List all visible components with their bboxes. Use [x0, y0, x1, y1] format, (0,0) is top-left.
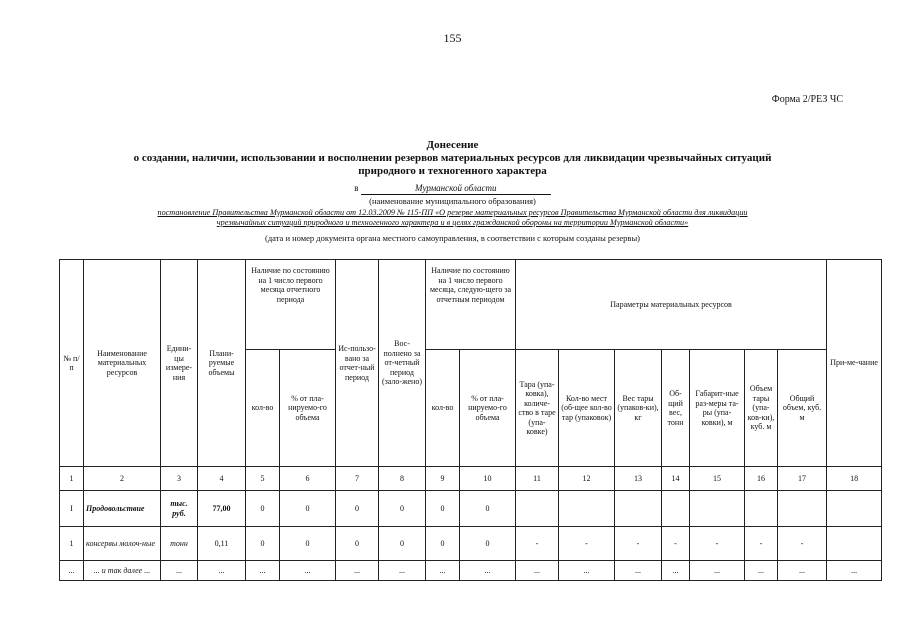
cell-value: - — [615, 527, 662, 561]
cell-value: 0 — [460, 491, 516, 527]
header-name: Наименование материальных ресурсов — [84, 260, 161, 467]
cell-value: 0 — [246, 491, 280, 527]
column-number: 18 — [827, 467, 882, 491]
table-row — [60, 491, 882, 527]
header-dimensions: Габарит-ные раз-меры та-ры (упа-ковки), м — [690, 350, 745, 467]
cell-value: ... — [827, 561, 882, 581]
header-unit: Едини-цы измере-ния — [161, 260, 198, 467]
cell-value: 0 — [336, 491, 379, 527]
cell-num: 1 — [60, 527, 84, 561]
cell-value: - — [778, 527, 827, 561]
region-value: Мурманской области — [361, 183, 551, 195]
decree-line-1: постановление Правительства Мурманской области от 12.03.2009 № 115-ПП «О резерве материальных ресурсов Правительства Мурманской области для ликвидации — [157, 208, 748, 217]
cell-value — [662, 491, 690, 527]
cell-value — [745, 491, 778, 527]
cell-value: 0 — [336, 527, 379, 561]
title-line-2: о создании, наличии, использовании и восполнении резервов материальных ресурсов для ликвидации чрезвычайных ситуаций — [133, 152, 772, 164]
cell-value: 0 — [460, 527, 516, 561]
header-qty: кол-во — [246, 350, 280, 467]
cell-value: ... — [662, 561, 690, 581]
cell-planned: 77,00 — [198, 491, 246, 527]
column-number: 13 — [615, 467, 662, 491]
header-qty-2: кол-во — [426, 350, 460, 467]
cell-value: - — [559, 527, 615, 561]
cell-num: ... — [60, 561, 84, 581]
column-number: 16 — [745, 467, 778, 491]
cell-value — [827, 527, 882, 561]
column-number: 4 — [198, 467, 246, 491]
cell-unit: тонн — [161, 527, 198, 561]
header-tara-volume: Объем тары (упа-ков-ки), куб. м — [745, 350, 778, 467]
municipality-caption: (наименование муниципального образования) — [369, 196, 536, 206]
header-avail-start: Наличие по состоянию на 1 число первого месяца отчетного периода — [246, 260, 336, 350]
cell-value: 0 — [280, 491, 336, 527]
cell-num: I — [60, 491, 84, 527]
cell-value: 0 — [246, 527, 280, 561]
cell-name: Продовольствие — [84, 491, 161, 527]
decree-line-2: чрезвычайных ситуаций природного и техногенного характера и в целях гражданской обороны на территории Мурманской области» — [216, 218, 689, 227]
column-number: 2 — [84, 467, 161, 491]
region-line — [0, 183, 905, 195]
column-number-row — [60, 467, 882, 491]
column-number: 15 — [690, 467, 745, 491]
header-row-1 — [60, 260, 882, 350]
document-caption: (дата и номер документа органа местного самоуправления, в соответствии с которым созданы резервы) — [265, 233, 640, 243]
header-total-weight: Об-щий вес, тонн — [662, 350, 690, 467]
table-row — [60, 527, 882, 561]
cell-unit: тыс. руб. — [161, 491, 198, 527]
header-used: Ис-пользо-вано за отчет-ный период — [336, 260, 379, 467]
cell-value: ... — [690, 561, 745, 581]
column-number: 9 — [426, 467, 460, 491]
cell-value: ... — [516, 561, 559, 581]
cell-value: - — [690, 527, 745, 561]
cell-planned: 0,11 — [198, 527, 246, 561]
header-num: № п/п — [60, 260, 84, 467]
region-prefix: в — [354, 183, 359, 193]
report-table — [59, 259, 882, 581]
cell-value — [516, 491, 559, 527]
cell-value: ... — [778, 561, 827, 581]
cell-value: ... — [615, 561, 662, 581]
cell-value — [690, 491, 745, 527]
cell-value: 0 — [379, 527, 426, 561]
cell-value: 0 — [379, 491, 426, 527]
cell-value — [778, 491, 827, 527]
cell-value: ... — [336, 561, 379, 581]
cell-unit: ... — [161, 561, 198, 581]
header-places: Кол-во мест (об-щее кол-во тар (упаковок) — [559, 350, 615, 467]
header-avail-next: Наличие по состоянию на 1 число первого месяца, следую-щего за отчетным периодом — [426, 260, 516, 350]
cell-planned: ... — [198, 561, 246, 581]
cell-value — [559, 491, 615, 527]
cell-value: 0 — [280, 527, 336, 561]
cell-name: ... и так далее ... — [84, 561, 161, 581]
cell-value: - — [516, 527, 559, 561]
decree-text — [40, 208, 865, 228]
column-number: 3 — [161, 467, 198, 491]
cell-value: ... — [559, 561, 615, 581]
page-number: 155 — [443, 31, 462, 45]
cell-value: 0 — [426, 491, 460, 527]
column-number: 1 — [60, 467, 84, 491]
cell-value — [615, 491, 662, 527]
document-title — [40, 139, 865, 178]
cell-value: - — [745, 527, 778, 561]
column-number: 12 — [559, 467, 615, 491]
column-number: 7 — [336, 467, 379, 491]
column-number: 8 — [379, 467, 426, 491]
column-number: 14 — [662, 467, 690, 491]
header-total-volume: Общий объем, куб. м — [778, 350, 827, 467]
cell-value: ... — [246, 561, 280, 581]
cell-value: ... — [745, 561, 778, 581]
table-row — [60, 561, 882, 581]
cell-value — [827, 491, 882, 527]
header-restored: Вос-полнено за от-четный период (зало-жено) — [379, 260, 426, 467]
title-line-3: природного и техногенного характера — [358, 165, 547, 177]
column-number: 5 — [246, 467, 280, 491]
cell-value: ... — [460, 561, 516, 581]
cell-value: 0 — [426, 527, 460, 561]
column-number: 6 — [280, 467, 336, 491]
header-tara: Тара (упа-ковка), количе-ство в таре (упа-ковке) — [516, 350, 559, 467]
header-note: При-ме-чание — [827, 260, 882, 467]
column-number: 10 — [460, 467, 516, 491]
header-pct-start: % от пла-нируемо-го объема — [280, 350, 336, 467]
column-number: 11 — [516, 467, 559, 491]
header-pct-next: % от пла-нируемо-го объема — [460, 350, 516, 467]
cell-value: - — [662, 527, 690, 561]
cell-name: консервы молоч-ные — [84, 527, 161, 561]
cell-value: ... — [280, 561, 336, 581]
column-number: 17 — [778, 467, 827, 491]
cell-value: ... — [379, 561, 426, 581]
header-tara-weight: Вес тары (упаков-ки), кг — [615, 350, 662, 467]
header-planned: Плани-руемые объемы — [198, 260, 246, 467]
title-line-1: Донесение — [426, 139, 479, 151]
header-params: Параметры материальных ресурсов — [516, 260, 827, 350]
cell-value: ... — [426, 561, 460, 581]
form-code: Форма 2/РЕЗ ЧС — [771, 94, 843, 105]
